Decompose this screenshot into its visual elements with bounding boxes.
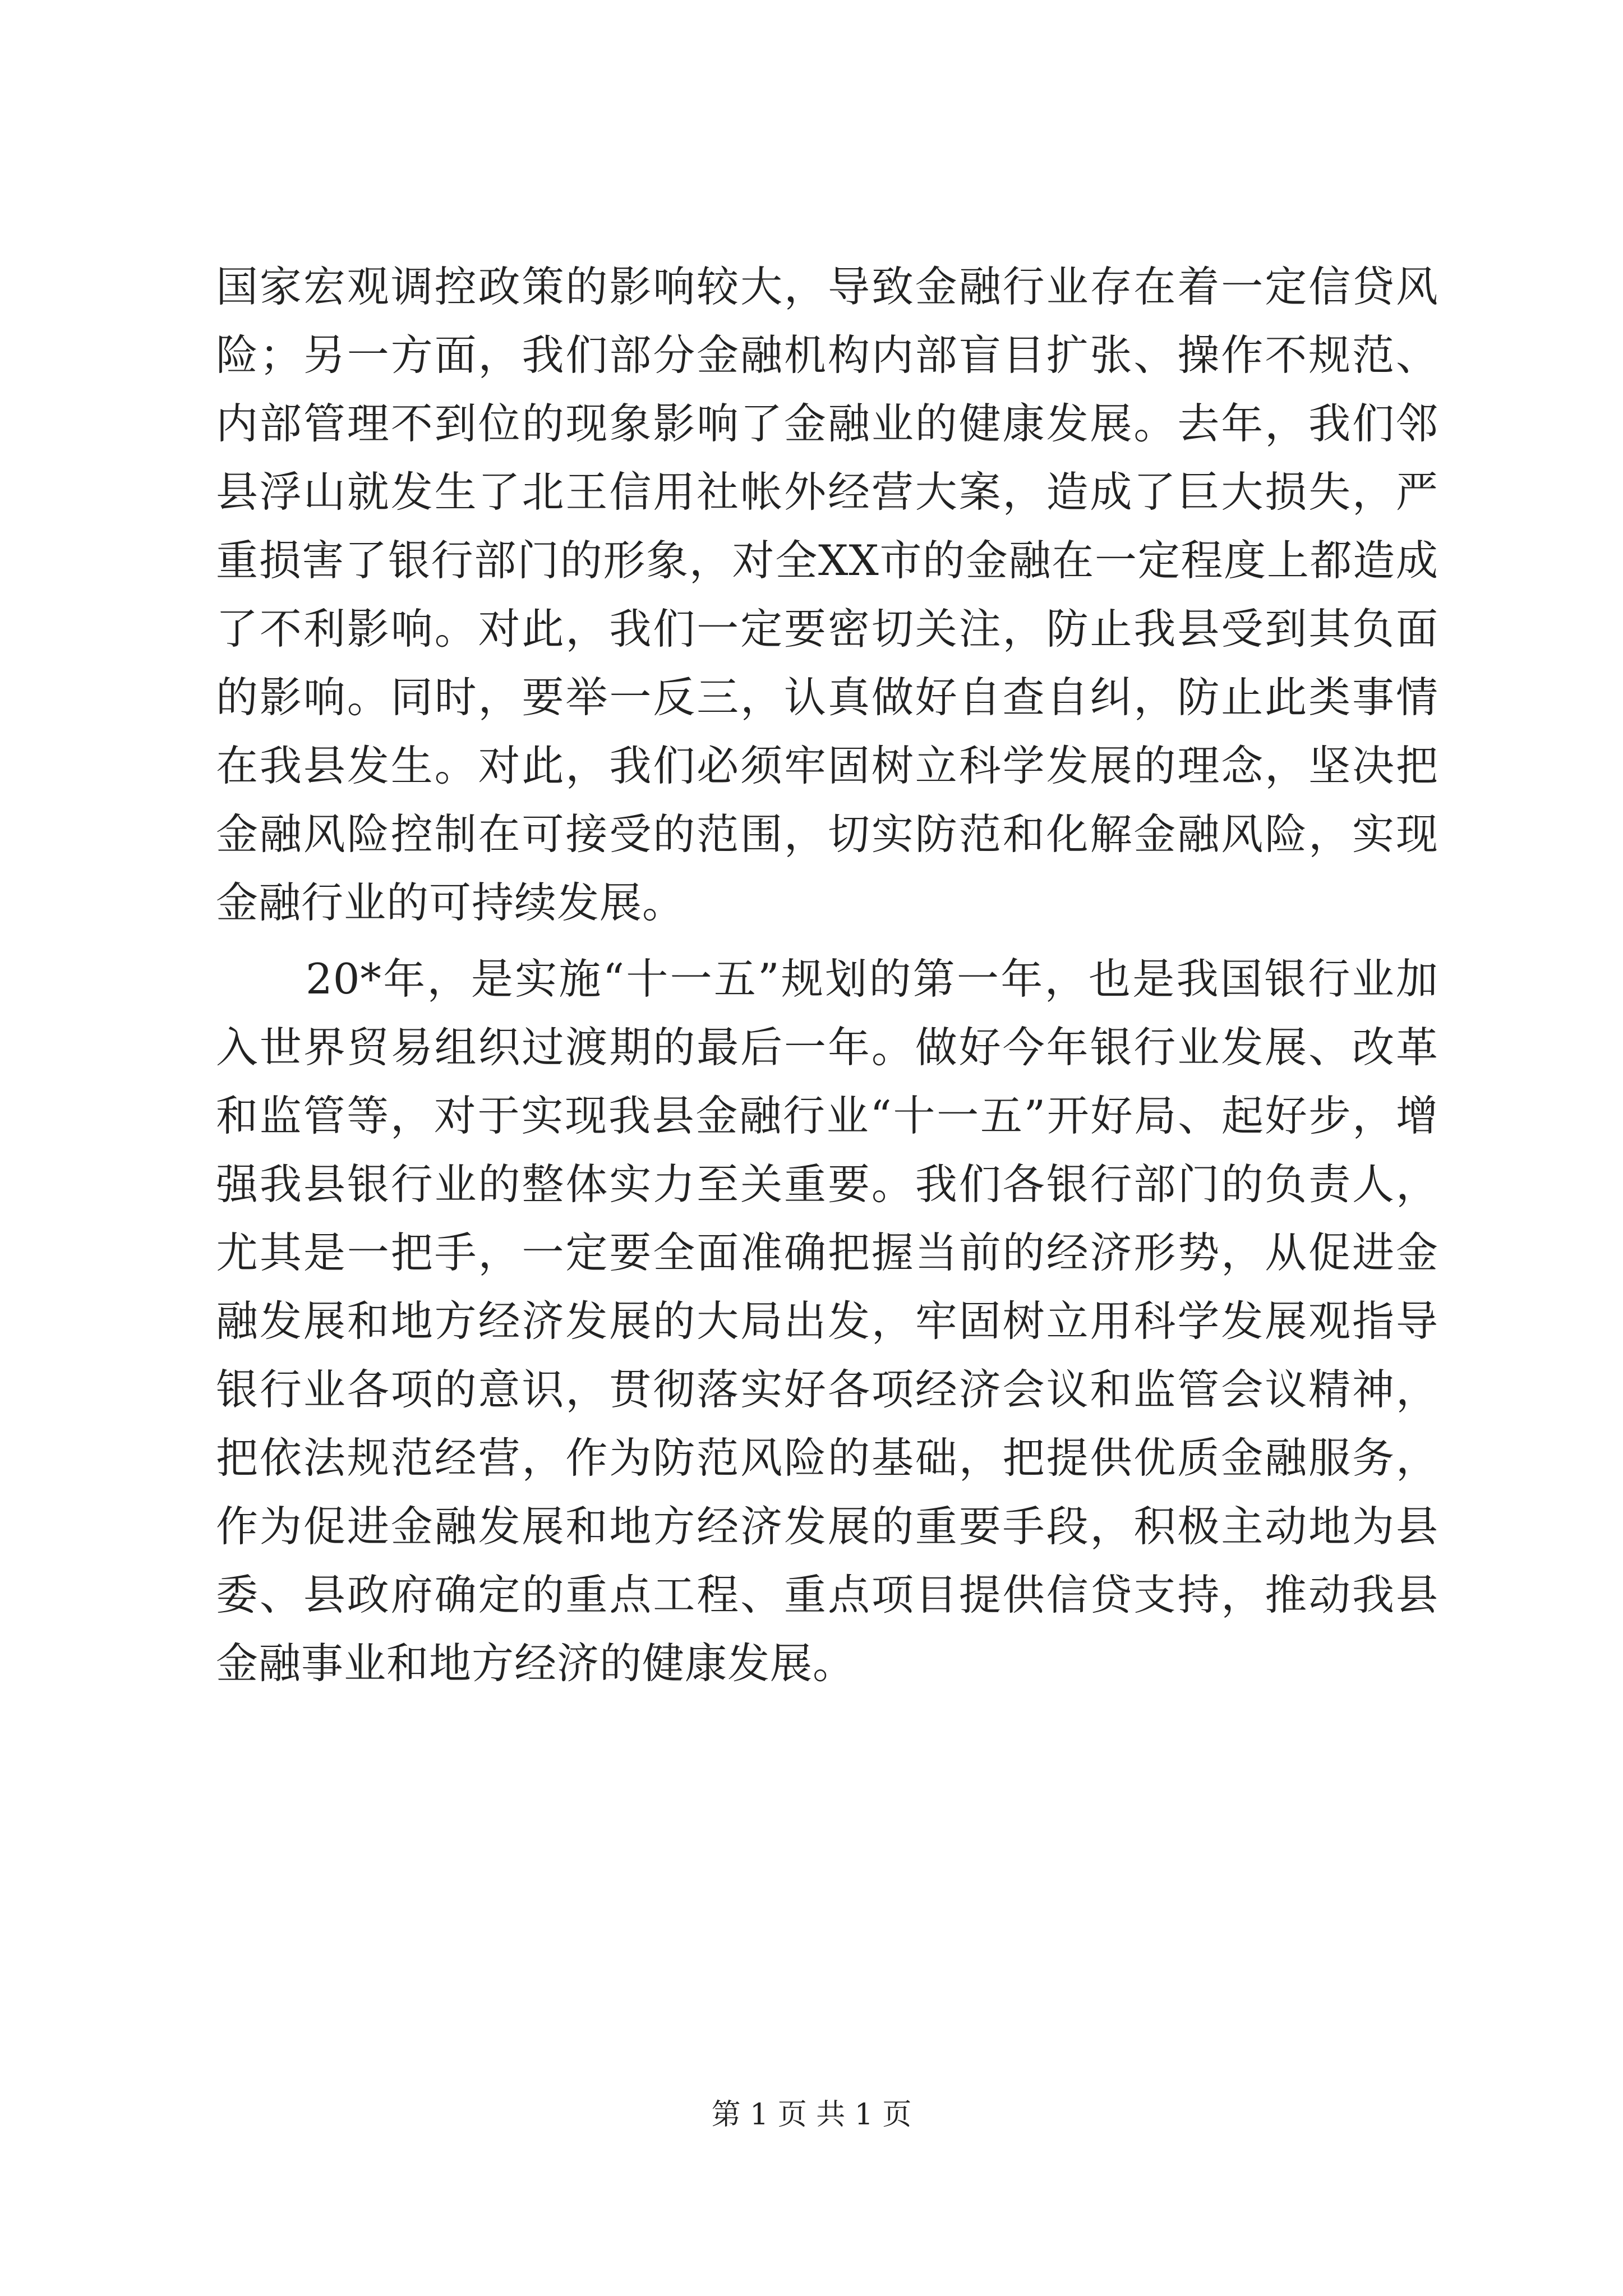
paragraph-twenty-star-year: 20*年，是实施“十一五”规划的第一年，也是我国银行业加入世界贸易组织过渡期的最后一年。做好今年银行业发展、改革和监管等，对于实现我县金融行业“十一五”开好局、起好步，增强我县银行业的整体实力至关重要。我们各银行部门的负责人，尤其是一把手，一定要全面准确把握当前的经济形势，从促进金融发展和地方经济发展的大局出发，牢固树立用科学发展观指导银行业各项的意识，贯彻落实好各项经济会议和监管会议精神，把依法规范经营，作为防范风险的基础，把提供优质金融服务，作为促进金融发展和地方经济发展的重要手段，积极主动地为县委、县政府确定的重点工程、重点项目提供信贷支持，推动我县金融事业和地方经济的健康发展。 [216,954,1438,1688]
document-body [216,252,1438,1697]
paragraph-continued: 国家宏观调控政策的影响较大，导致金融行业存在着一定信贷风险；另一方面，我们部分金融机构内部盲目扩张、操作不规范、内部管理不到位的现象影响了金融业的健康发展。去年，我们邻县浮山就发生了北王信用社帐外经营大案，造成了巨大损失，严重损害了银行部门的形象，对全XX市的金融在一定程度上都造成了不利影响。对此，我们一定要密切关注，防止我县受到其负面的影响。同时，要举一反三，认真做好自查自纠，防止此类事情在我县发生。对此，我们必须牢固树立科学发展的理念，坚决把金融风险控制在可接受的范围，切实防范和化解金融风险，实现金融行业的可持续发展。 [216,262,1438,927]
page-footer: 第 1 页 共 1 页 [711,2098,912,2132]
